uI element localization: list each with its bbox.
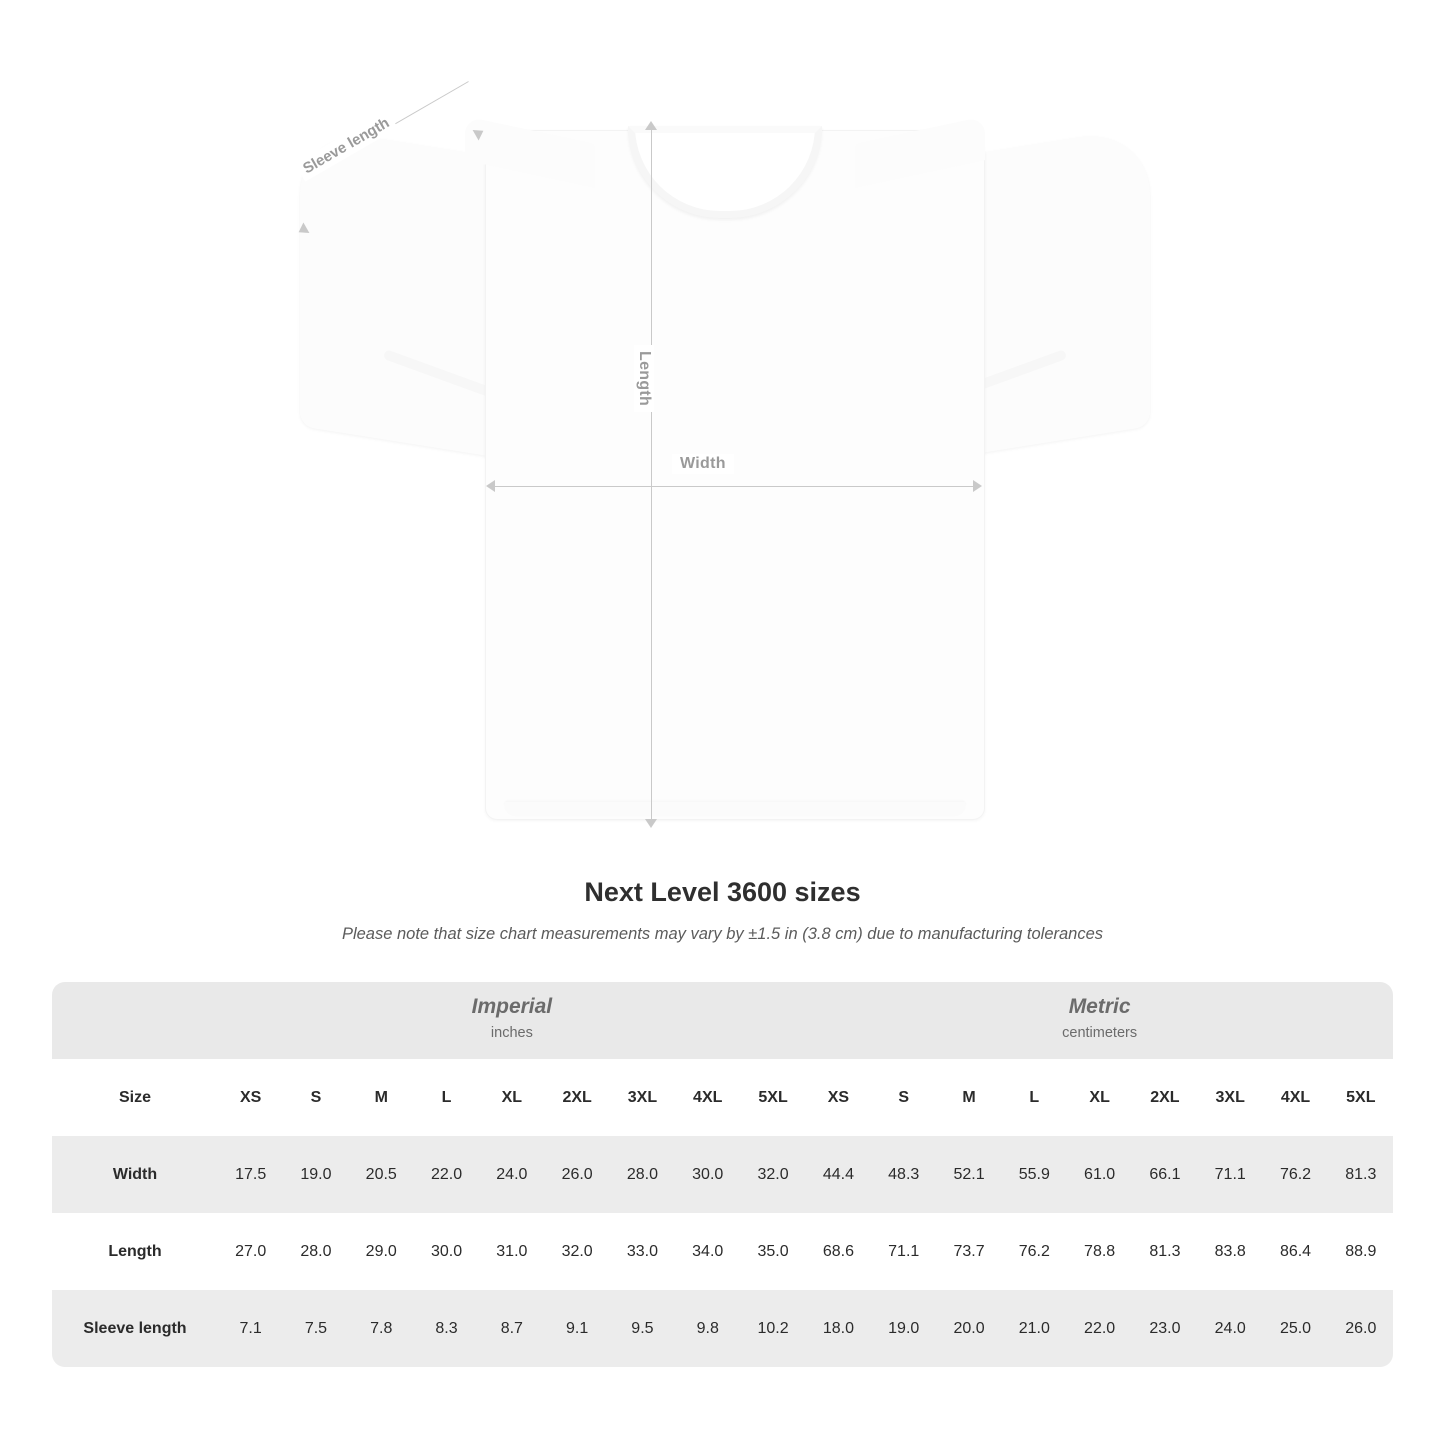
cell-sleeve-imperial-xl: 8.7: [479, 1290, 544, 1367]
size-header-metric-2xl: 2XL: [1132, 1059, 1197, 1136]
sleeve-arrow-lower-icon: [296, 223, 310, 238]
cell-sleeve-metric-3xl: 24.0: [1198, 1290, 1263, 1367]
width-arrow-right-icon: [973, 480, 982, 492]
cell-length-metric-xl: 78.8: [1067, 1213, 1132, 1290]
sleeve-length-label: Sleeve length: [295, 110, 398, 182]
sleeve-length-guide: [296, 114, 496, 240]
unit-header-imperial: [218, 982, 806, 1059]
width-guide-line: [490, 486, 979, 487]
cell-width-metric-3xl: 71.1: [1198, 1136, 1263, 1213]
size-header-metric-s: S: [871, 1059, 936, 1136]
cell-sleeve-imperial-l: 8.3: [414, 1290, 479, 1367]
length-arrow-up-icon: [645, 121, 657, 130]
sleeve-arrow-upper-icon: [473, 126, 487, 141]
cell-width-imperial-m: 20.5: [349, 1136, 414, 1213]
size-header-metric-3xl: 3XL: [1198, 1059, 1263, 1136]
cell-length-imperial-xs: 27.0: [218, 1213, 283, 1290]
size-header-metric-xs: XS: [806, 1059, 871, 1136]
table-row: [52, 1213, 1393, 1290]
cell-sleeve-imperial-s: 7.5: [283, 1290, 348, 1367]
cell-length-metric-m: 73.7: [936, 1213, 1001, 1290]
cell-length-imperial-m: 29.0: [349, 1213, 414, 1290]
size-header-metric-5xl: 5XL: [1328, 1059, 1393, 1136]
unit-name-imperial: Imperial: [471, 994, 553, 1018]
size-header-imperial-xl: XL: [479, 1059, 544, 1136]
cell-sleeve-metric-m: 20.0: [936, 1290, 1001, 1367]
table-row: [52, 1136, 1393, 1213]
page-title: Next Level 3600 sizes: [584, 877, 861, 907]
cell-width-metric-m: 52.1: [936, 1136, 1001, 1213]
unit-sub-metric: centimeters: [1062, 1024, 1138, 1041]
cell-length-metric-2xl: 81.3: [1132, 1213, 1197, 1290]
cell-length-imperial-l: 30.0: [414, 1213, 479, 1290]
unit-header-row: [52, 982, 1393, 1059]
cell-width-imperial-5xl: 32.0: [740, 1136, 805, 1213]
cell-length-metric-3xl: 83.8: [1198, 1213, 1263, 1290]
cell-length-imperial-5xl: 35.0: [740, 1213, 805, 1290]
cell-sleeve-metric-xs: 18.0: [806, 1290, 871, 1367]
cell-sleeve-imperial-3xl: 9.5: [610, 1290, 675, 1367]
size-header-metric-l: L: [1002, 1059, 1067, 1136]
cell-width-imperial-xl: 24.0: [479, 1136, 544, 1213]
unit-name-metric: Metric: [1068, 994, 1131, 1018]
cell-width-imperial-3xl: 28.0: [610, 1136, 675, 1213]
size-table: [52, 982, 1393, 1367]
cell-sleeve-imperial-xs: 7.1: [218, 1290, 283, 1367]
size-header-imperial-4xl: 4XL: [675, 1059, 740, 1136]
cell-width-imperial-4xl: 30.0: [675, 1136, 740, 1213]
size-header-metric-xl: XL: [1067, 1059, 1132, 1136]
width-arrow-left-icon: [486, 480, 495, 492]
length-arrow-down-icon: [645, 819, 657, 828]
size-header-imperial-xs: XS: [218, 1059, 283, 1136]
cell-length-metric-4xl: 86.4: [1263, 1213, 1328, 1290]
cell-length-imperial-3xl: 33.0: [610, 1213, 675, 1290]
length-guide-line: [651, 126, 652, 826]
width-label: Width: [672, 454, 734, 474]
cell-sleeve-metric-5xl: 26.0: [1328, 1290, 1393, 1367]
cell-width-imperial-2xl: 26.0: [544, 1136, 609, 1213]
cell-width-imperial-s: 19.0: [283, 1136, 348, 1213]
cell-width-metric-s: 48.3: [871, 1136, 936, 1213]
cell-sleeve-metric-2xl: 23.0: [1132, 1290, 1197, 1367]
size-header-imperial-s: S: [283, 1059, 348, 1136]
cell-width-metric-xs: 44.4: [806, 1136, 871, 1213]
cell-length-metric-s: 71.1: [871, 1213, 936, 1290]
size-header-row: [52, 1059, 1393, 1136]
size-header-imperial-3xl: 3XL: [610, 1059, 675, 1136]
cell-width-metric-l: 55.9: [1002, 1136, 1067, 1213]
size-header-imperial-l: L: [414, 1059, 479, 1136]
cell-length-metric-xs: 68.6: [806, 1213, 871, 1290]
size-table-container: [52, 982, 1393, 1367]
cell-length-imperial-2xl: 32.0: [544, 1213, 609, 1290]
cell-width-imperial-l: 22.0: [414, 1136, 479, 1213]
size-header-metric-4xl: 4XL: [1263, 1059, 1328, 1136]
cell-sleeve-imperial-m: 7.8: [349, 1290, 414, 1367]
size-header-imperial-m: M: [349, 1059, 414, 1136]
row-label-width: Width: [52, 1136, 218, 1213]
tolerance-note: Please note that size chart measurements may vary by ±1.5 in (3.8 cm) due to manufacturing tolerances: [341, 925, 1104, 943]
cell-sleeve-metric-xl: 22.0: [1067, 1290, 1132, 1367]
cell-length-imperial-s: 28.0: [283, 1213, 348, 1290]
cell-length-imperial-4xl: 34.0: [675, 1213, 740, 1290]
cell-width-metric-2xl: 66.1: [1132, 1136, 1197, 1213]
table-row: [52, 1290, 1393, 1367]
size-header-metric-m: M: [936, 1059, 1001, 1136]
cell-length-imperial-xl: 31.0: [479, 1213, 544, 1290]
size-header-imperial-5xl: 5XL: [740, 1059, 805, 1136]
cell-width-metric-5xl: 81.3: [1328, 1136, 1393, 1213]
cell-sleeve-metric-s: 19.0: [871, 1290, 936, 1367]
row-label-sleeve-length: Sleeve length: [52, 1290, 218, 1367]
cell-length-metric-l: 76.2: [1002, 1213, 1067, 1290]
cell-width-metric-4xl: 76.2: [1263, 1136, 1328, 1213]
table-corner-cell: [52, 982, 218, 1059]
unit-sub-imperial: inches: [490, 1024, 533, 1041]
cell-sleeve-metric-4xl: 25.0: [1263, 1290, 1328, 1367]
row-label-length: Length: [52, 1213, 218, 1290]
size-header-imperial-2xl: 2XL: [544, 1059, 609, 1136]
cell-sleeve-metric-l: 21.0: [1002, 1290, 1067, 1367]
cell-sleeve-imperial-2xl: 9.1: [544, 1290, 609, 1367]
length-label: Length: [634, 345, 654, 412]
cell-width-metric-xl: 61.0: [1067, 1136, 1132, 1213]
cell-length-metric-5xl: 88.9: [1328, 1213, 1393, 1290]
tshirt-body: [485, 130, 985, 820]
cell-sleeve-imperial-5xl: 10.2: [740, 1290, 805, 1367]
cell-width-imperial-xs: 17.5: [218, 1136, 283, 1213]
cell-sleeve-imperial-4xl: 9.8: [675, 1290, 740, 1367]
size-header-label: Size: [52, 1059, 218, 1136]
unit-header-metric: [806, 982, 1393, 1059]
